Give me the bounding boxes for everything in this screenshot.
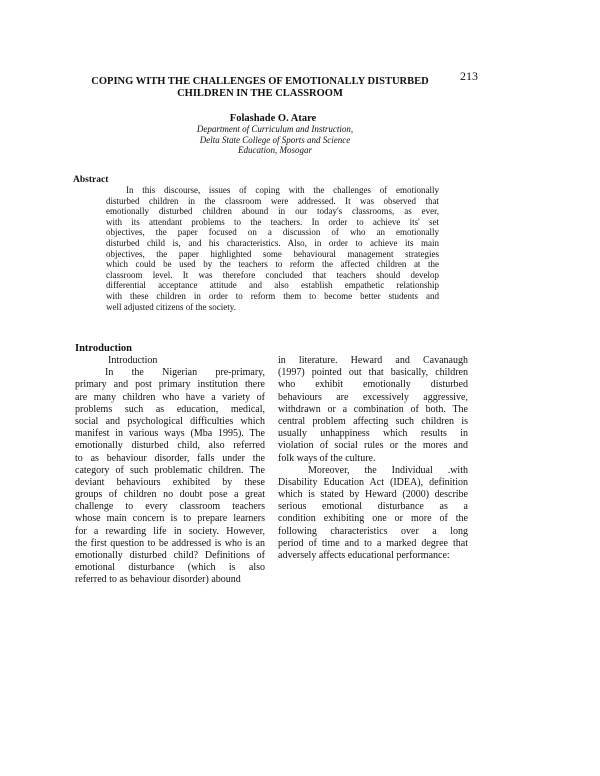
abstract-line: emotionally disturbed children abound in our today's classrooms, as ever, bbox=[106, 206, 439, 217]
abstract-line: with its attendant problems to the teachers. In order to achieve its' set bbox=[106, 216, 439, 227]
body-line: serious emotional disturbance as a bbox=[278, 501, 468, 513]
affiliation-line: Department of Curriculum and Instruction, bbox=[196, 124, 354, 134]
body-line: emotional disturbance (which is also bbox=[75, 562, 265, 574]
body-line: the first question to be addressed is who is an bbox=[75, 537, 265, 549]
body-line: primary and post primary institution there bbox=[75, 379, 265, 391]
abstract-heading: Abstract bbox=[73, 175, 109, 185]
affiliation-line: Delta State College of Sports and Science bbox=[199, 134, 351, 145]
author-name: Folashade O. Atare bbox=[229, 113, 317, 124]
body-line: condition exhibiting one or more of the bbox=[278, 513, 468, 525]
body-line: which is stated by Heward (2000) describe bbox=[278, 489, 468, 501]
introduction-subheading: Introduction bbox=[108, 355, 158, 366]
body-line: folk ways of the culture. bbox=[278, 452, 376, 464]
body-line: withdrawn or a combination of both. The bbox=[278, 403, 468, 415]
left-column bbox=[75, 355, 265, 587]
right-column bbox=[278, 355, 468, 562]
abstract-line: well adjusted citizens of the society. bbox=[106, 301, 236, 312]
body-line: referred to as behaviour disorder) abound bbox=[75, 574, 241, 586]
body-line: for a rewarding life in society. However, bbox=[75, 525, 265, 537]
body-line: Moreover, the Individual .with bbox=[308, 464, 468, 476]
body-line: social and psychological difficulties which bbox=[75, 415, 265, 427]
body-line: following characteristics over a long bbox=[278, 525, 468, 537]
abstract-body bbox=[106, 185, 439, 312]
page-number: 213 bbox=[460, 69, 478, 83]
body-line: groups of children no doubt pose a great bbox=[75, 489, 265, 501]
body-line: problems such as education, medical, bbox=[75, 403, 265, 415]
abstract-line: In this discourse, issues of coping with the challenges of emotionally bbox=[126, 185, 439, 195]
body-line: emotionally disturbed child? Definitions of bbox=[75, 550, 265, 561]
author-affiliation bbox=[150, 124, 400, 156]
abstract-line: differential acceptance attitude and also establish empathetic relationship bbox=[106, 280, 439, 291]
abstract-line: objectives, the paper focused on a discussion of who an emotionally bbox=[106, 227, 439, 238]
body-line: challenge to every classroom teachers bbox=[75, 501, 265, 513]
body-line: period of time and to a marked degree that bbox=[278, 537, 468, 549]
body-line: Disability Education Act (IDEA), definition bbox=[278, 476, 468, 488]
body-line: (1997) pointed out that basically, children bbox=[278, 367, 468, 379]
body-line: deviant behaviours exhibited by these bbox=[75, 476, 265, 488]
body-line: In the Nigerian pre-primary, bbox=[105, 367, 265, 379]
introduction-heading: Introduction bbox=[75, 343, 132, 354]
abstract-line: disturbed child is, and his characteristics. Also, in order to achieve its main bbox=[106, 237, 439, 248]
body-line: emotionally disturbed child, also referred bbox=[75, 440, 265, 452]
body-line: usually unhappiness which results in bbox=[278, 428, 468, 440]
body-line: manifest in various ways (Mba 1995). The bbox=[75, 428, 265, 440]
abstract-line: classroom level. It was therefore concluded that teachers should develop bbox=[106, 269, 439, 280]
body-line: violation of social rules or the mores and bbox=[278, 440, 468, 452]
affiliation-line: Education, Mosogar bbox=[238, 145, 312, 155]
body-line: whose main concern is to prepare learners bbox=[75, 513, 265, 525]
body-line: adversely affects educational performance: bbox=[278, 550, 450, 561]
body-line: who exhibit emotionally disturbed bbox=[278, 379, 468, 391]
body-line: central problem affecting such children is bbox=[278, 415, 468, 427]
abstract-line: which could be used by the teachers to reform the affected children at the bbox=[106, 259, 439, 270]
title-line-1: COPING WITH THE CHALLENGES OF EMOTIONALLY DISTURBED bbox=[91, 76, 429, 87]
title-line-2: CHILDREN IN THE CLASSROOM bbox=[177, 88, 343, 99]
body-line: are many children who have a variety of bbox=[75, 391, 265, 403]
abstract-line: disturbed children in the classroom were addressed. It was observed that bbox=[106, 195, 439, 206]
abstract-line: with these children in order to reform them to become better students and bbox=[106, 290, 439, 301]
body-line: behaviours are excessively aggressive, bbox=[278, 391, 468, 403]
body-line: category of such problematic children. The bbox=[75, 464, 265, 476]
body-line: to as behaviour disorder, falls under the bbox=[75, 452, 265, 464]
abstract-line: objectives, the paper highlighted some behavioural management strategies bbox=[106, 248, 439, 259]
body-line: in literature. Heward and Cavanaugh bbox=[278, 355, 468, 366]
paper-title bbox=[60, 76, 460, 100]
